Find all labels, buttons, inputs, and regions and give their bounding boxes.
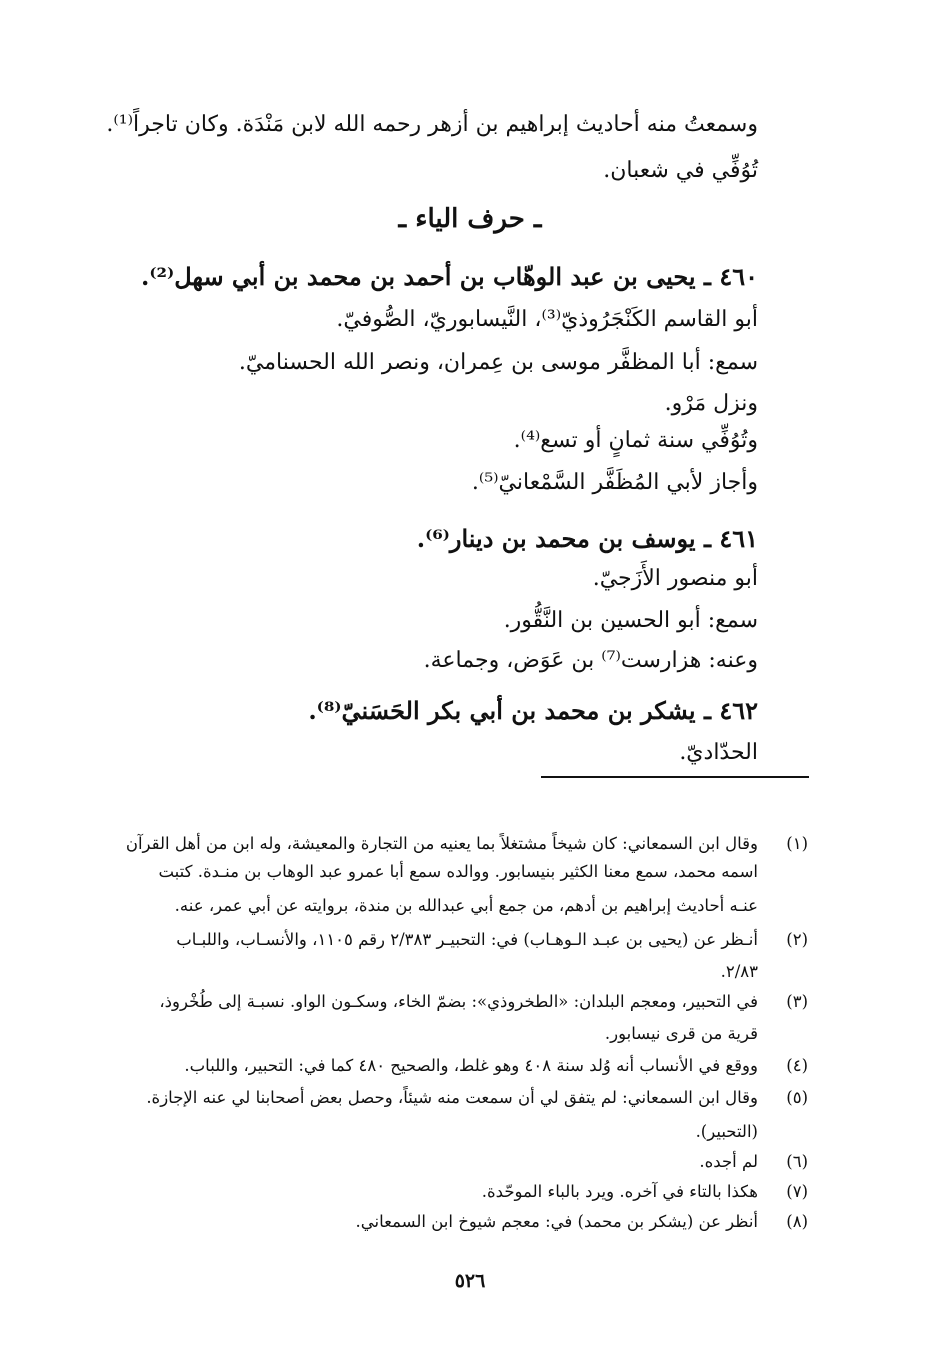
footnote-5-line-1: وقال ابن السمعاني: لم يتفق لي أن سمعت منه شيئاً، وحصل بعض أصحابنا لي عنه الإجازة. — [146, 1088, 758, 1107]
footnote-6-line-1: لم أجده. — [699, 1152, 758, 1171]
footnote-2-number: (٢) — [786, 930, 808, 949]
footnote-1-number: (١) — [786, 834, 808, 853]
entry-461-heading: ٤٦١ ـ يوسف بن محمد بن دينار⁽⁶⁾. — [416, 524, 758, 553]
footnote-separator — [541, 776, 809, 778]
footnote-1-line-1: وقال ابن السمعاني: كان شيخاً مشتغلاً بما يعنيه من التجارة والمعيشة، وله ابن من أهل القرآن — [125, 834, 758, 853]
footnote-6-number: (٦) — [786, 1152, 808, 1171]
footnote-3-line-1: في التحبير، ومعجم البلدان: «الطخروذي»: بضمّ الخاء، وسكـون الواو. نسبـة إلى طُخْروذ، — [159, 992, 758, 1011]
footnote-2 — [0, 932, 940, 992]
footnote-4 — [0, 1058, 940, 1088]
entry-460-heading: ٤٦٠ ـ يحيى بن عبد الوهّاب بن أحمد بن محمد بن أبي سهل⁽²⁾. — [141, 262, 758, 291]
footnote-7 — [0, 1184, 940, 1214]
entry-460-line-3: ونزل مَرْو. — [664, 391, 758, 416]
entry-461-line-1: أبو منصور الأَزَجيّ. — [592, 566, 758, 591]
footnote-5-number: (٥) — [786, 1088, 808, 1107]
footnote-1-line-3: عنـه أحاديث إبراهيم بن أدهم، من جمع أبي عبدالله بن مندة، بروايته عن أبي عمر، عنه. — [174, 896, 758, 915]
entry-460-line-2: سمع: أبا المظفَّر موسى بن عِمران، ونصر الله الحسناميّ. — [238, 350, 758, 375]
entry-460-line-4: وتُوُفِّي سنة ثمانٍ أو تسع⁽⁴⁾. — [513, 428, 758, 453]
entry-461-line-2: سمع: أبو الحسين بن النَّقُّور. — [503, 608, 758, 633]
footnote-5-line-2: (التحبير). — [695, 1122, 758, 1141]
footnote-3-line-2: قرية من قرى نيسابور. — [604, 1024, 758, 1043]
footnote-3 — [0, 994, 940, 1054]
intro-line-2: تُوُفِّي في شعبان. — [603, 158, 758, 183]
entry-462-line-1: الحدّاديّ. — [679, 740, 758, 765]
footnote-6 — [0, 1154, 940, 1184]
entry-462-heading: ٤٦٢ ـ يشكر بن محمد بن أبي بكر الحَسَنيّ⁽⁸⁾. — [308, 696, 758, 725]
footnote-7-number: (٧) — [786, 1182, 808, 1201]
page-number: ٥٢٦ — [454, 1270, 486, 1292]
footnote-8 — [0, 1214, 940, 1244]
entry-460-line-1: أبو القاسم الكَنْجَرُوذيّ⁽³⁾، النَّيسابوريّ، الصُّوفيّ. — [336, 307, 758, 332]
footnote-8-line-1: أنظر عن (يشكر بن محمد) في: معجم شيوخ ابن السمعاني. — [355, 1212, 758, 1231]
entry-460-line-5: وأجاز لأبي المُظَفَّر السَّمْعانيّ⁽⁵⁾. — [471, 470, 758, 495]
entry-461-line-3: وعنه: هزارست⁽⁷⁾ بن عَوَض، وجماعة. — [423, 648, 758, 673]
footnote-4-number: (٤) — [786, 1056, 808, 1075]
footnote-2-line-2: ٢/٨٣. — [720, 962, 758, 981]
footnote-1-line-2: اسمه محمد، سمع معنا الكثير بنيسابور. ووالده سمع أبا عمرو عبد الوهاب بن منـدة. كتبت — [158, 862, 758, 881]
intro-line-1: وسمعتُ منه أحاديث إبراهيم بن أزهر رحمه الله لابن مَنْدَة. وكان تاجراً⁽¹⁾. — [106, 112, 758, 137]
footnote-2-line-1: أنـظر عن (يحيى بن عبـد الـوهـاب) في: التحبيـر ٢/٣٨٣ رقم ١١٠٥، والأنسـاب، واللبـاب — [176, 930, 758, 949]
footnote-3-number: (٣) — [786, 992, 808, 1011]
footnote-5 — [0, 1090, 940, 1150]
footnote-8-number: (٨) — [786, 1212, 808, 1231]
footnote-7-line-1: هكذا بالتاء في آخره. ويرد بالباء الموحّدة. — [481, 1182, 758, 1201]
footnote-1 — [0, 836, 940, 936]
section-header: ـ حرف الياء ـ — [398, 204, 542, 234]
footnote-4-line-1: ووقع في الأنساب أنه وُلد سنة ٤٠٨ وهو غلط، والصحيح ٤٨٠ كما في: التحبير، واللباب. — [184, 1056, 758, 1075]
